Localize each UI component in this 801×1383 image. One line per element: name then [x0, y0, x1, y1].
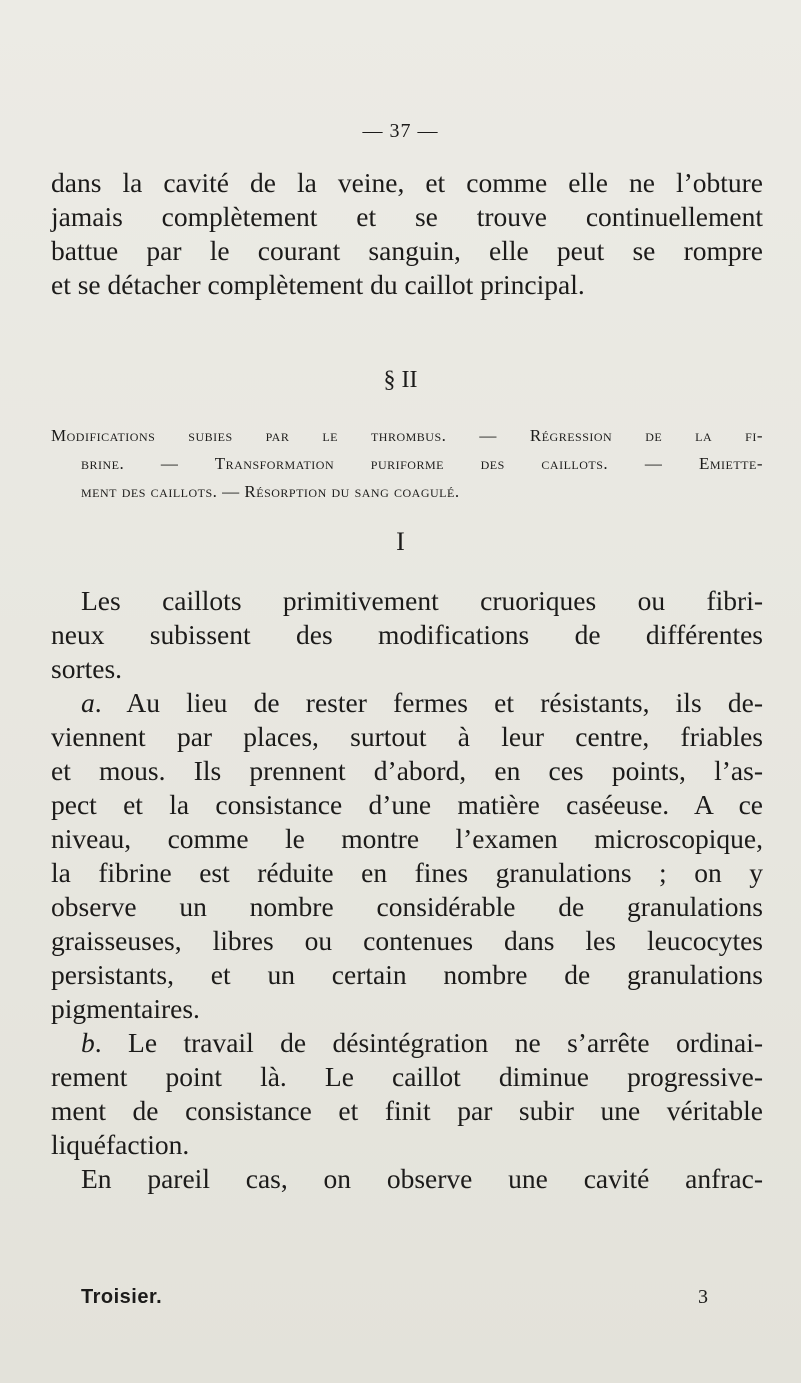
intro-line-1: dans la cavité de la veine, et comme elle ne l’obture	[51, 167, 763, 198]
body-line-2: neux subissent des modifications de différentes	[51, 619, 763, 650]
body-line-6: et mous. Ils prennent d’abord, en ces points, l’as-	[51, 755, 763, 786]
intro-line-2: jamais complètement et se trouve continuellement	[51, 201, 763, 232]
body-line-8: niveau, comme le montre l’examen microscopique,	[51, 823, 763, 854]
body-line-18: En pareil cas, on observe une cavité anfrac-	[81, 1163, 763, 1194]
body-line-13: pigmentaires.	[51, 993, 200, 1024]
body-line-11: graisseuses, libres ou contenues dans les leucocytes	[51, 925, 763, 956]
body-line-10: observe un nombre considérable de granulations	[51, 891, 763, 922]
body-line-16: ment de consistance et finit par subir une véritable	[51, 1095, 763, 1126]
body-line-4: a. Au lieu de rester fermes et résistants, ils de-	[81, 687, 763, 718]
body-line-3: sortes.	[51, 653, 123, 684]
signature-mark: Troisier.	[81, 1286, 163, 1308]
section-heading-line-2: brine. — Transformation puriforme des caillots. — Emiette-	[81, 454, 763, 473]
page-number: — 37 —	[362, 120, 439, 142]
body-line-7: pect et la consistance d’une matière caséeuse. A ce	[51, 789, 763, 820]
body-line-17: liquéfaction.	[51, 1129, 190, 1160]
section-heading-line-3: ment des caillots. — Résorption du sang coagulé.	[81, 482, 460, 501]
sheet-number: 3	[698, 1286, 708, 1308]
body-line-5: viennent par places, surtout à leur centre, friables	[51, 721, 763, 752]
body-line-15: rement point là. Le caillot diminue progressive-	[51, 1061, 763, 1092]
body-line-1: Les caillots primitivement cruoriques ou fibri-	[81, 585, 763, 616]
body-line-12: persistants, et un certain nombre de granulations	[51, 959, 763, 990]
body-line-14: b. Le travail de désintégration ne s’arrête ordinai-	[81, 1027, 763, 1058]
body-line-9: la fibrine est réduite en fines granulations ; on y	[51, 857, 763, 888]
intro-line-3: battue par le courant sanguin, elle peut se rompre	[51, 235, 763, 266]
subsection-number: I	[396, 527, 405, 556]
section-mark: § II	[383, 367, 418, 393]
section-heading-line-1: Modifications subies par le thrombus. — Régression de la fi-	[51, 426, 763, 445]
intro-line-4: et se détacher complètement du caillot principal.	[51, 269, 585, 300]
